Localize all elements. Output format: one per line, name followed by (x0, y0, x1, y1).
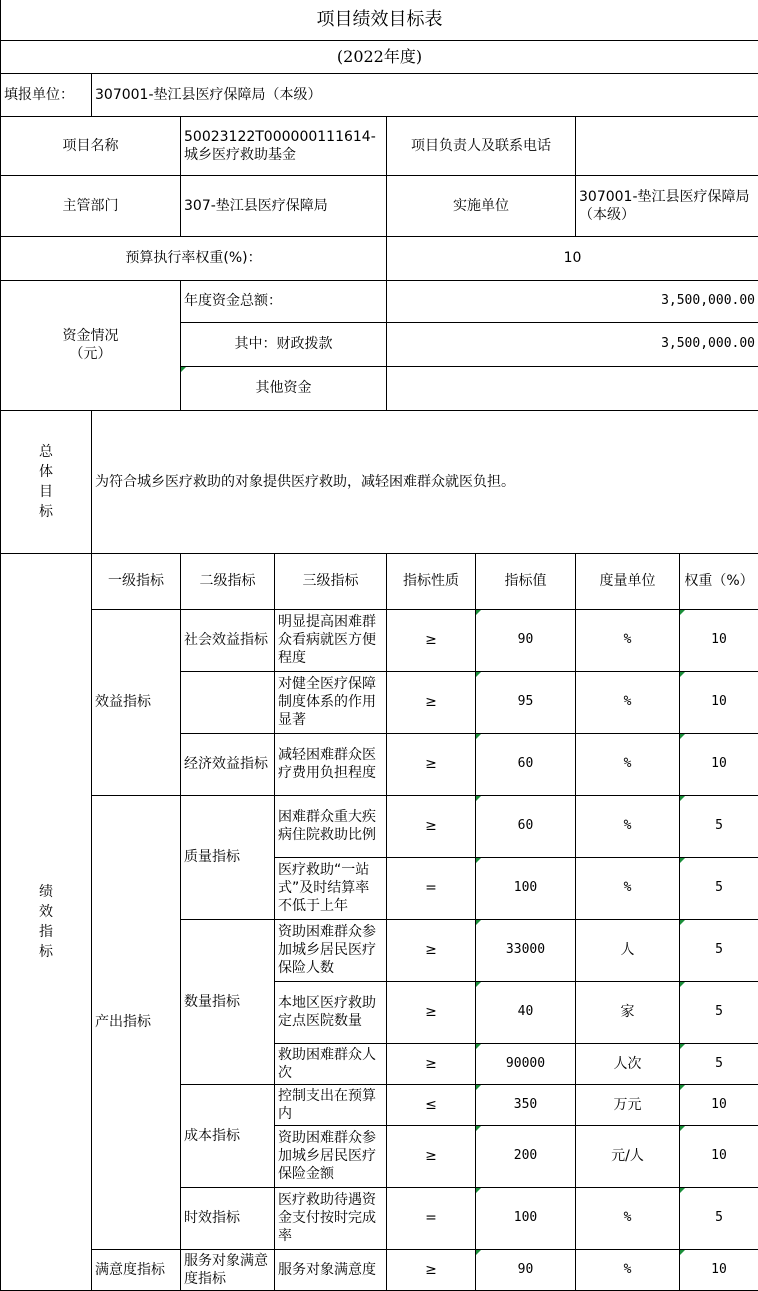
table-row-value: 100 (476, 1187, 576, 1249)
dept-value: 307-垫江县医疗保障局 (181, 175, 387, 236)
table-row-weight: 5 (680, 981, 758, 1043)
table-row-value: 60 (476, 733, 576, 795)
header-nature: 指标性质 (387, 553, 476, 609)
table-row-value: 40 (476, 981, 576, 1043)
funds-fiscal-label: 其中：财政拨款 (181, 322, 387, 366)
table-row-weight: 10 (680, 671, 758, 733)
level2-service-satisfaction: 服务对象满意度指标 (181, 1249, 275, 1290)
table-row-l3: 明显提高困难群众看病就医方便程度 (275, 609, 387, 671)
goal-label: 总体目标 (1, 410, 92, 553)
impl-value: 307001-垫江县医疗保障局（本级） (576, 175, 758, 236)
level2-empty (181, 671, 275, 733)
table-row-value: 90 (476, 609, 576, 671)
level1-benefit: 效益指标 (92, 609, 181, 795)
table-row-value: 95 (476, 671, 576, 733)
project-name-value: 50023122T000000111614-城乡医疗救助基金 (181, 116, 387, 175)
table-row-l3: 资助困难群众参加城乡居民医疗保险金额 (275, 1125, 387, 1187)
table-row-unit: 元/人 (576, 1125, 680, 1187)
budget-weight-value: 10 (387, 236, 758, 280)
table-row-weight: 5 (680, 919, 758, 981)
table-row-nature: ≥ (387, 733, 476, 795)
table-row-l3: 资助困难群众参加城乡居民医疗保险人数 (275, 919, 387, 981)
header-value: 指标值 (476, 553, 576, 609)
header-level1: 一级指标 (92, 553, 181, 609)
table-row-weight: 10 (680, 1084, 758, 1125)
table-row-l3: 医疗救助待遇资金支付按时完成率 (275, 1187, 387, 1249)
table-row-unit: 家 (576, 981, 680, 1043)
table-row-l3: 服务对象满意度 (275, 1249, 387, 1290)
table-row-nature: = (387, 857, 476, 919)
table-row-l3: 困难群众重大疾病住院救助比例 (275, 795, 387, 857)
table-row-nature: ≥ (387, 1043, 476, 1084)
level1-satisfaction: 满意度指标 (92, 1249, 181, 1290)
unit-value: 307001-垫江县医疗保障局（本级） (92, 73, 758, 116)
header-level2: 二级指标 (181, 553, 275, 609)
responsible-value (576, 116, 758, 175)
table-row-unit: % (576, 671, 680, 733)
year-label: (2022年度) (1, 40, 758, 73)
table-row-weight: 10 (680, 733, 758, 795)
table-row-value: 350 (476, 1084, 576, 1125)
header-level3: 三级指标 (275, 553, 387, 609)
funds-total-label: 年度资金总额： (181, 280, 387, 322)
unit-label: 填报单位： (1, 73, 92, 116)
table-row-weight: 10 (680, 1249, 758, 1290)
funds-other-label: 其他资金 (181, 366, 387, 410)
level2-cost: 成本指标 (181, 1084, 275, 1187)
page-title: 项目绩效目标表 (1, 0, 758, 40)
table-row-nature: ≥ (387, 671, 476, 733)
table-row-value: 200 (476, 1125, 576, 1187)
goal-text: 为符合城乡医疗救助的对象提供医疗救助，减轻困难群众就医负担。 (92, 410, 758, 553)
perf-label: 绩效指标 (1, 553, 92, 1290)
table-row-l3: 本地区医疗救助定点医院数量 (275, 981, 387, 1043)
table-row-l3: 救助困难群众人次 (275, 1043, 387, 1084)
table-row-nature: ≥ (387, 795, 476, 857)
table-row-unit: % (576, 795, 680, 857)
table-row-unit: 人 (576, 919, 680, 981)
project-name-label: 项目名称 (1, 116, 181, 175)
table-row-unit: % (576, 1187, 680, 1249)
level2-social: 社会效益指标 (181, 609, 275, 671)
level1-output: 产出指标 (92, 795, 181, 1249)
table-row-nature: ≥ (387, 981, 476, 1043)
table-row-l3: 医疗救助“一站式”及时结算率不低于上年 (275, 857, 387, 919)
impl-label: 实施单位 (387, 175, 576, 236)
header-unit: 度量单位 (576, 553, 680, 609)
table-row-unit: 人次 (576, 1043, 680, 1084)
table-row-l3: 对健全医疗保障制度体系的作用显著 (275, 671, 387, 733)
table-row-weight: 5 (680, 795, 758, 857)
level2-economic: 经济效益指标 (181, 733, 275, 795)
table-row-unit: % (576, 733, 680, 795)
table-row-unit: % (576, 1249, 680, 1290)
table-row-nature: ≥ (387, 1249, 476, 1290)
funds-other-value (387, 366, 758, 410)
table-row-unit: 万元 (576, 1084, 680, 1125)
table-row-nature: ≥ (387, 1125, 476, 1187)
dept-label: 主管部门 (1, 175, 181, 236)
table-row-nature: ≥ (387, 609, 476, 671)
table-row-value: 90 (476, 1249, 576, 1290)
funds-label: 资金情况 （元） (1, 280, 181, 410)
table-row-nature: ≥ (387, 919, 476, 981)
table-row-l3: 减轻困难群众医疗费用负担程度 (275, 733, 387, 795)
table-row-nature: ≤ (387, 1084, 476, 1125)
header-weight: 权重（%） (680, 553, 758, 609)
funds-total-value: 3,500,000.00 (387, 280, 758, 322)
table-row-value: 60 (476, 795, 576, 857)
table-row-unit: % (576, 609, 680, 671)
table-row-weight: 5 (680, 1043, 758, 1084)
responsible-label: 项目负责人及联系电话 (387, 116, 576, 175)
level2-quality: 质量指标 (181, 795, 275, 919)
level2-quantity: 数量指标 (181, 919, 275, 1084)
table-row-unit: % (576, 857, 680, 919)
budget-weight-label: 预算执行率权重(%)： (1, 236, 387, 280)
table-row-l3: 控制支出在预算内 (275, 1084, 387, 1125)
table-row-weight: 10 (680, 1125, 758, 1187)
table-row-nature: = (387, 1187, 476, 1249)
table-row-weight: 10 (680, 609, 758, 671)
funds-fiscal-value: 3,500,000.00 (387, 322, 758, 366)
table-row-weight: 5 (680, 857, 758, 919)
table-row-value: 33000 (476, 919, 576, 981)
table-row-weight: 5 (680, 1187, 758, 1249)
level2-timeliness: 时效指标 (181, 1187, 275, 1249)
table-row-value: 100 (476, 857, 576, 919)
table-row-value: 90000 (476, 1043, 576, 1084)
